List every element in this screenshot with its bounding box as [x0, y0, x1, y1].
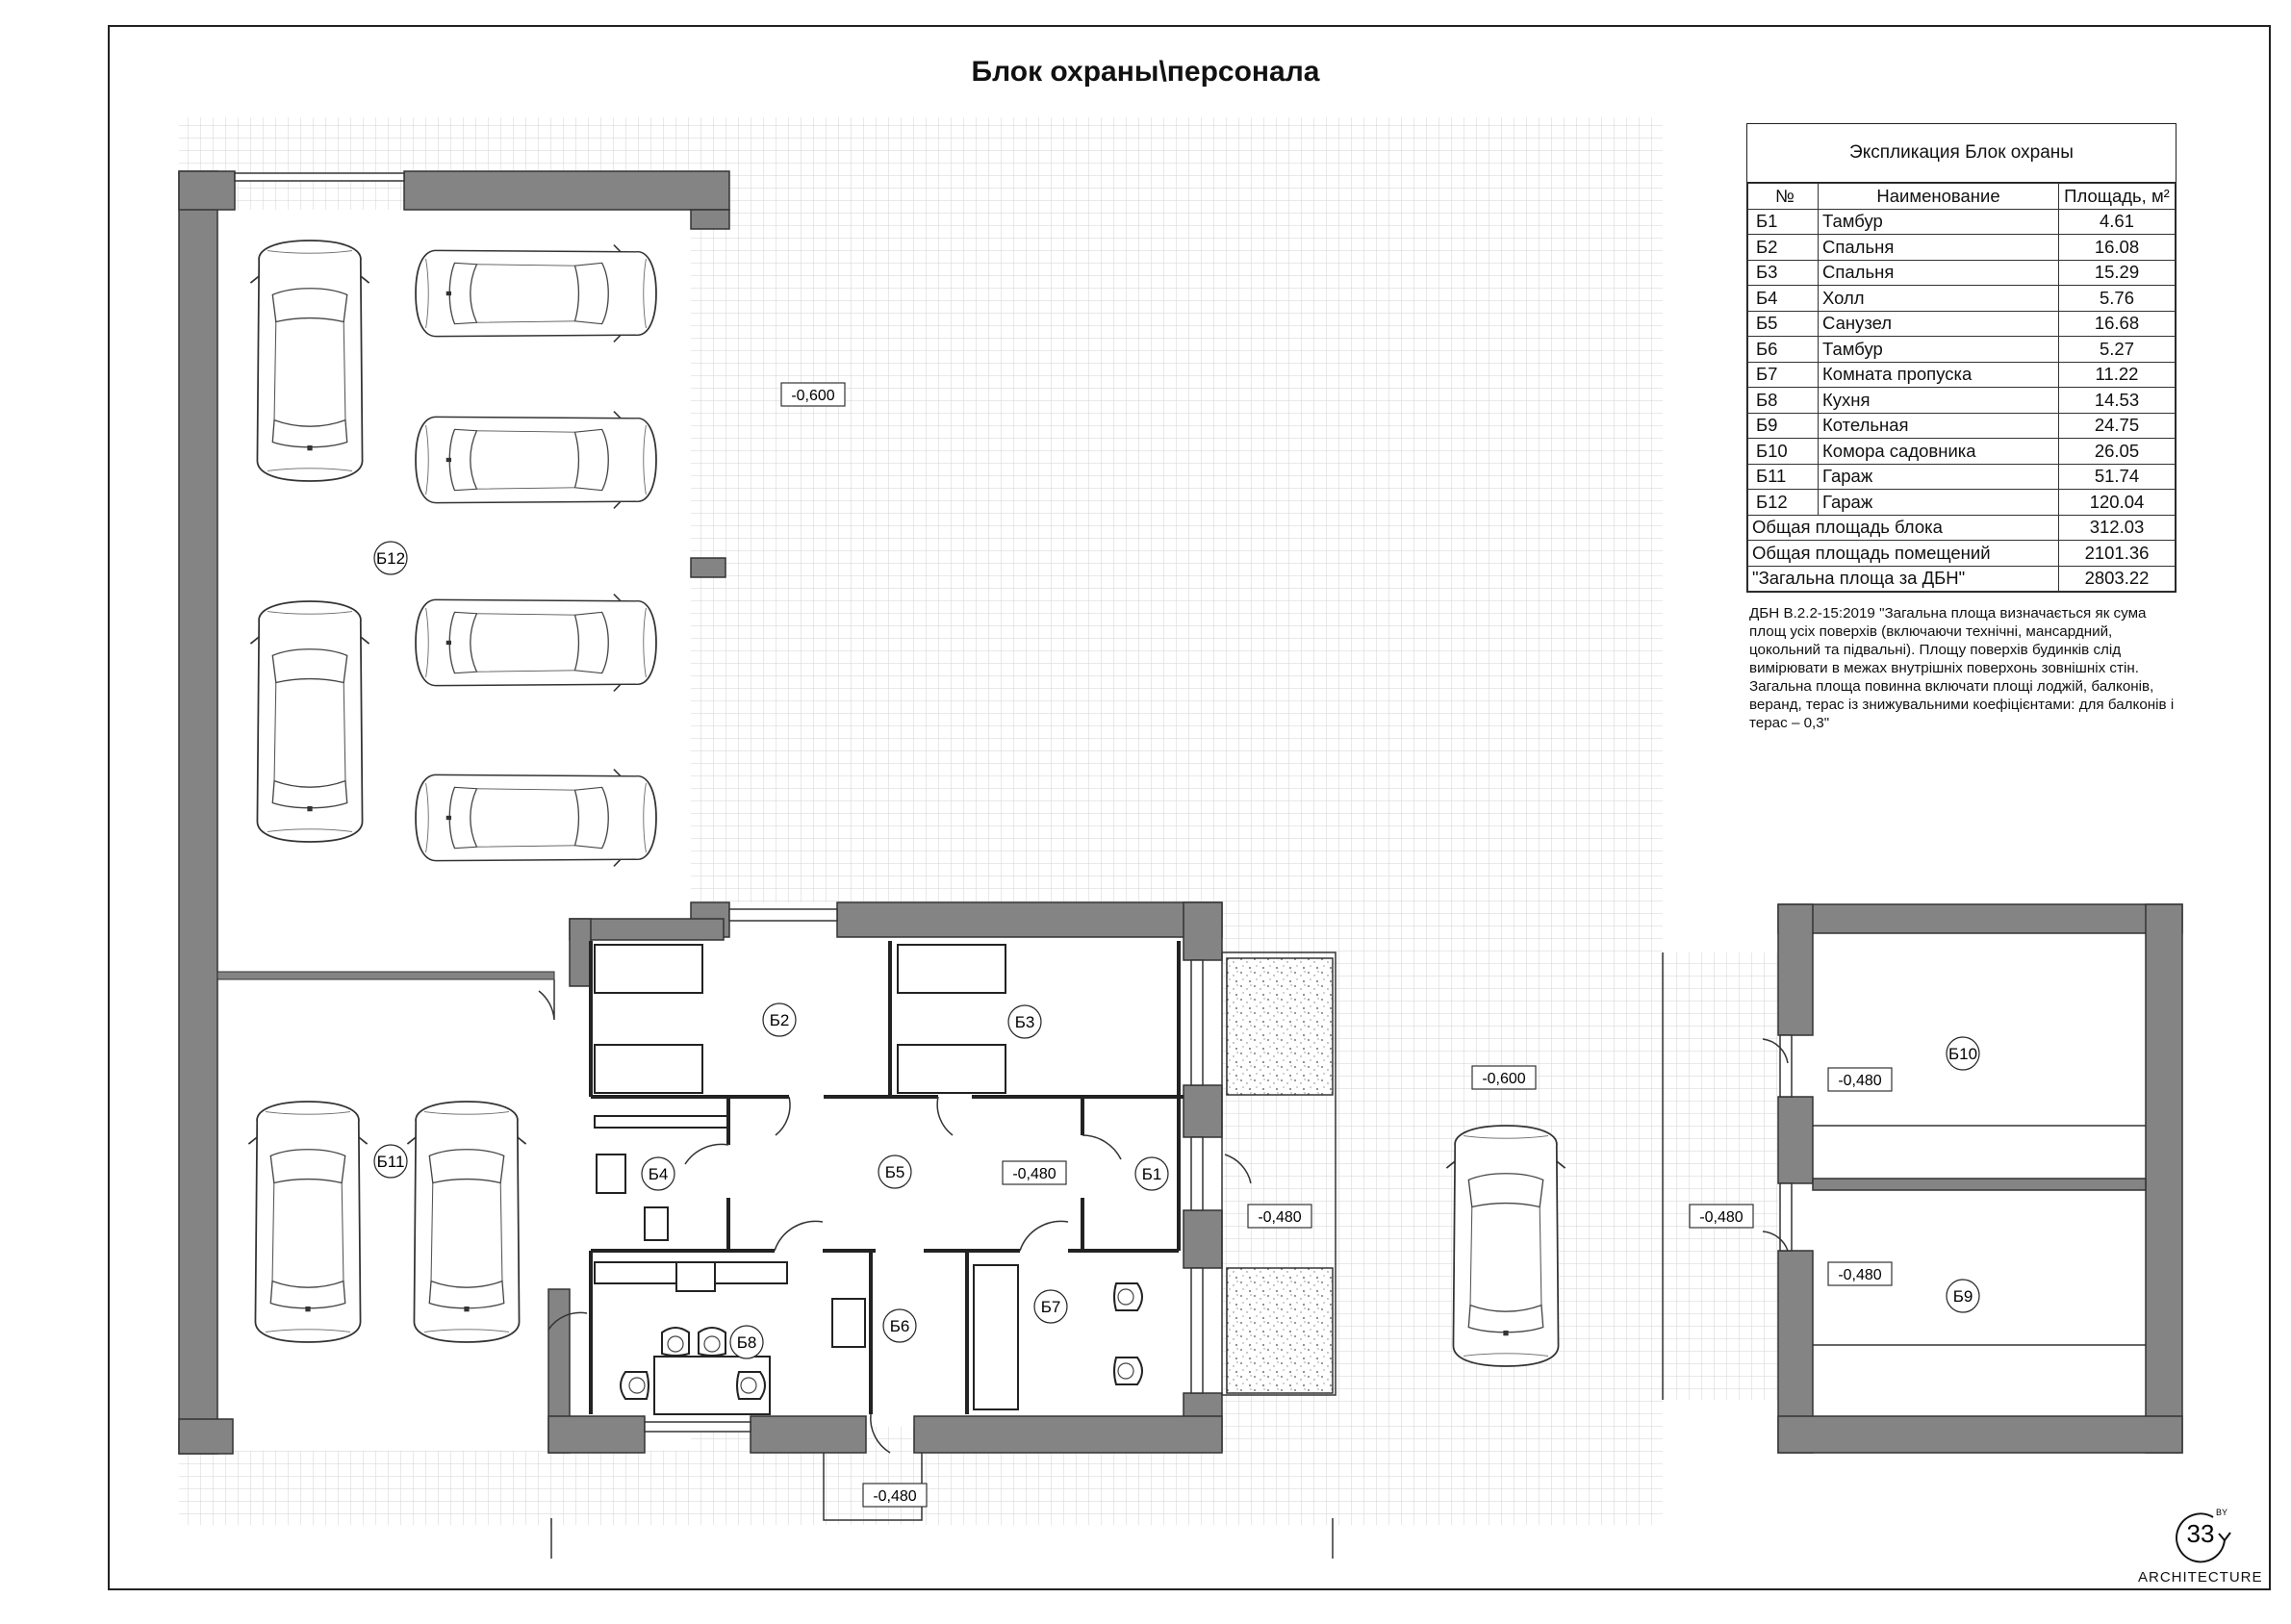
room-tag-b2: [763, 1003, 796, 1036]
table-row: [1748, 490, 2176, 516]
room-tag-b3: [1008, 1005, 1041, 1038]
row-name: Санузел: [1819, 311, 2059, 337]
level-mark-hall: [1003, 1161, 1066, 1184]
total-label: Общая площадь блока: [1748, 515, 2059, 541]
level-annex-b9: -0,480: [1838, 1267, 1882, 1283]
room-label-b7: Б7: [1040, 1298, 1061, 1316]
row-no: Б1: [1748, 209, 1819, 235]
header-name: Наименование: [1819, 184, 2059, 210]
explication-table: [1746, 123, 2176, 593]
room-label-b9: Б9: [1952, 1287, 1973, 1306]
total-value: 2101.36: [2059, 541, 2176, 567]
level-yard-east: -0,600: [1482, 1071, 1526, 1087]
room-label-b8: Б8: [736, 1333, 757, 1352]
row-area: 5.27: [2059, 337, 2176, 363]
row-no: Б5: [1748, 311, 1819, 337]
table-row: [1748, 464, 2176, 490]
room-tag-b8: [730, 1326, 763, 1358]
row-no: Б9: [1748, 413, 1819, 439]
brand-name: ARCHITECTURE: [2138, 1569, 2263, 1586]
level-annex-b10: -0,480: [1838, 1073, 1882, 1089]
level-mark-annex-b10: [1828, 1068, 1892, 1091]
table-row: [1748, 362, 2176, 388]
table-row: [1748, 311, 2176, 337]
total-row: [1748, 515, 2176, 541]
brand-logo-number: 33: [2186, 1519, 2215, 1548]
row-no: Б4: [1748, 286, 1819, 312]
row-name: Котельная: [1819, 413, 2059, 439]
table-row: [1748, 260, 2176, 286]
row-area: 120.04: [2059, 490, 2176, 516]
room-tag-b10: [1947, 1037, 1979, 1070]
row-name: Гараж: [1819, 490, 2059, 516]
row-no: Б2: [1748, 235, 1819, 261]
room-label-b3: Б3: [1014, 1013, 1035, 1031]
level-entry-south: -0,480: [873, 1488, 917, 1505]
row-area: 51.74: [2059, 464, 2176, 490]
row-name: Тамбур: [1819, 337, 2059, 363]
level-entry-terrace: -0,480: [1258, 1209, 1302, 1226]
room-label-b12: Б12: [375, 549, 406, 568]
brand-logo-small: BY: [2215, 1508, 2228, 1517]
row-name: Спальня: [1819, 260, 2059, 286]
room-label-b11: Б11: [376, 1153, 405, 1171]
room-tag-b4: [642, 1157, 675, 1190]
row-area: 26.05: [2059, 439, 2176, 465]
row-area: 4.61: [2059, 209, 2176, 235]
row-area: 11.22: [2059, 362, 2176, 388]
room-label-b4: Б4: [648, 1165, 669, 1183]
header-no: №: [1748, 184, 1819, 210]
total-label: "Загальна площа за ДБН": [1748, 566, 2059, 592]
row-name: Спальня: [1819, 235, 2059, 261]
row-no: Б12: [1748, 490, 1819, 516]
explication-caption: Экспликация Блок охраны: [1747, 124, 2176, 183]
header-area: Площадь, м²: [2059, 184, 2176, 210]
total-label: Общая площадь помещений: [1748, 541, 2059, 567]
room-tag-b6: [883, 1309, 916, 1342]
room-tag-b1: [1135, 1157, 1168, 1190]
total-value: 312.03: [2059, 515, 2176, 541]
row-no: Б6: [1748, 337, 1819, 363]
row-no: Б8: [1748, 388, 1819, 414]
table-row: [1748, 209, 2176, 235]
level-mark-yard-east: [1472, 1066, 1536, 1089]
table-row: [1748, 235, 2176, 261]
total-row: [1748, 541, 2176, 567]
level-mark-yard-main: [781, 383, 845, 406]
row-area: 24.75: [2059, 413, 2176, 439]
level-hall: -0,480: [1012, 1166, 1056, 1182]
table-row: [1748, 388, 2176, 414]
row-no: Б10: [1748, 439, 1819, 465]
row-area: 16.08: [2059, 235, 2176, 261]
dbn-note: ДБН В.2.2-15:2019 "Загальна площа визначається як сума площ усіх поверхів (включаючи технічні, мансардний, цокольний та підвальні). Площу поверхів будинків слід вимірювати в межах внутрішніх поверхонь зовнішніх стін. Загальна площа повинна включати площі лоджій, балконів, веранд, терас із знижувальними коефіцієнтами: для балконів і терас – 0,3": [1749, 605, 2175, 731]
level-mark-annex-b9: [1828, 1262, 1892, 1285]
row-no: Б11: [1748, 464, 1819, 490]
room-tag-b9: [1947, 1280, 1979, 1312]
room-tag-b12: [374, 542, 407, 574]
room-tag-b5: [878, 1155, 911, 1188]
row-name: Холл: [1819, 286, 2059, 312]
row-name: Тамбур: [1819, 209, 2059, 235]
row-name: Комната пропуска: [1819, 362, 2059, 388]
room-label-b1: Б1: [1141, 1165, 1162, 1183]
room-tag-b7: [1034, 1290, 1067, 1323]
level-mark-entry-terrace: [1248, 1205, 1311, 1228]
level-yard-main: -0,600: [791, 388, 835, 404]
sheet-title: Блок охраны\персонала: [971, 56, 1320, 88]
row-name: Гараж: [1819, 464, 2059, 490]
row-area: 16.68: [2059, 311, 2176, 337]
room-label-b6: Б6: [889, 1317, 910, 1335]
level-mark-entry-south: [863, 1484, 927, 1507]
level-annex-gap: -0,480: [1699, 1209, 1744, 1226]
row-area: 5.76: [2059, 286, 2176, 312]
table-row: [1748, 413, 2176, 439]
table-header-row: [1748, 184, 2176, 210]
row-name: Кухня: [1819, 388, 2059, 414]
total-value: 2803.22: [2059, 566, 2176, 592]
row-no: Б7: [1748, 362, 1819, 388]
room-label-b10: Б10: [1947, 1045, 1978, 1063]
level-mark-annex-gap: [1690, 1205, 1753, 1228]
room-label-b5: Б5: [884, 1163, 905, 1181]
row-no: Б3: [1748, 260, 1819, 286]
row-area: 14.53: [2059, 388, 2176, 414]
row-area: 15.29: [2059, 260, 2176, 286]
brand-logo-icon: [2176, 1508, 2230, 1561]
table-row: [1748, 286, 2176, 312]
room-tag-b11: [374, 1145, 407, 1178]
total-row: [1748, 566, 2176, 592]
row-name: Комора садовника: [1819, 439, 2059, 465]
room-label-b2: Б2: [769, 1011, 790, 1029]
table-row: [1748, 337, 2176, 363]
table-row: [1748, 439, 2176, 465]
